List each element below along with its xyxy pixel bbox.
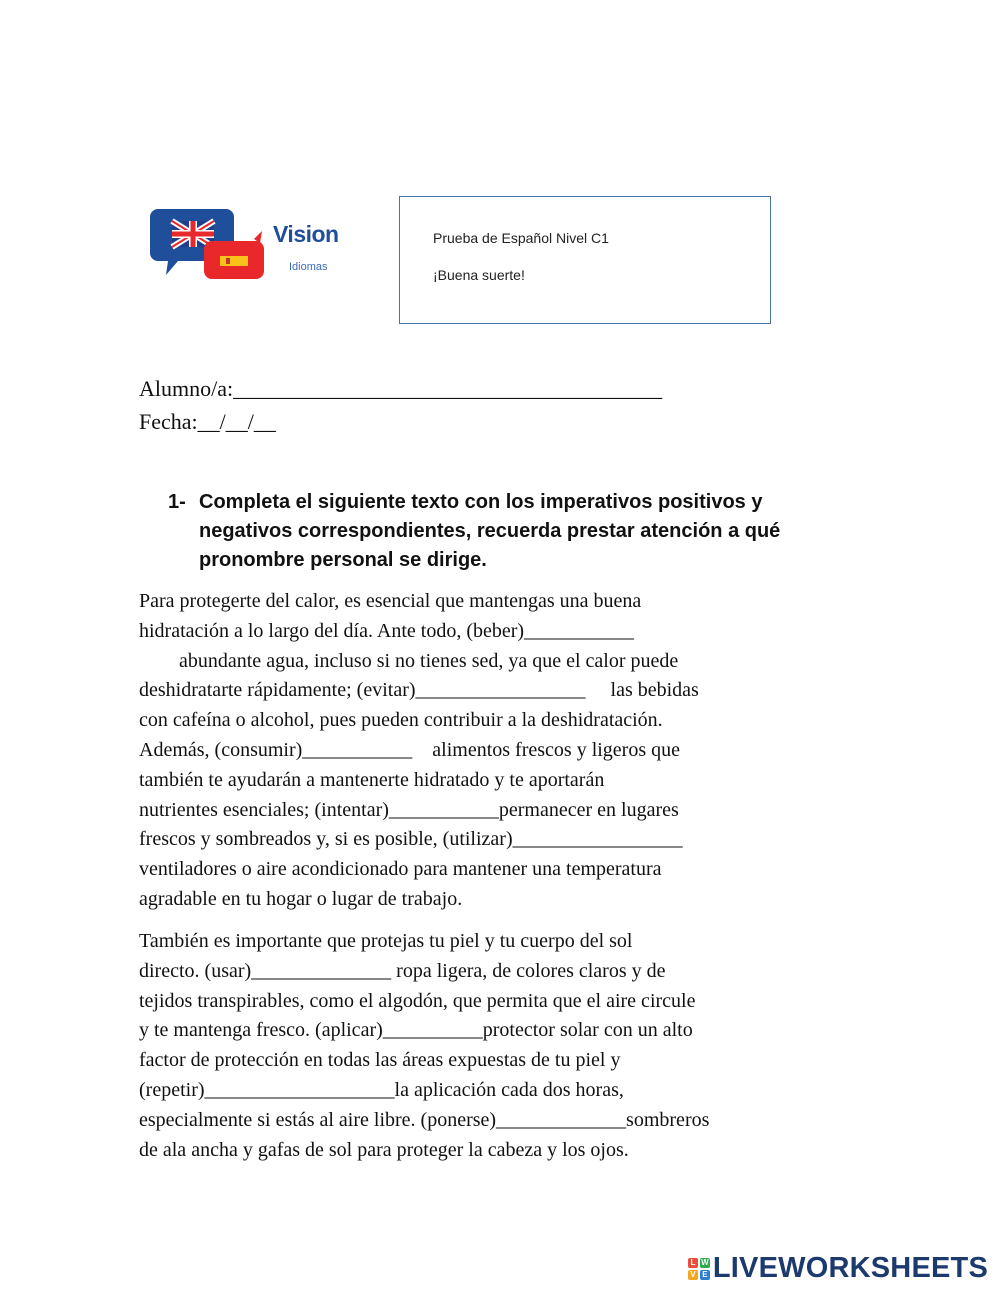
paragraph-2 [139,927,864,1165]
good-luck-text: ¡Buena suerte! [433,267,525,283]
test-info-box [399,196,771,324]
brand-subtitle: Idiomas [289,261,328,273]
student-name-field[interactable]: Alumno/a:_______________________________________ [139,376,663,401]
text-line: factor de protección en todas las áreas expuestas de tu piel y [139,1049,621,1072]
test-title: Prueba de Español Nivel C1 [433,230,609,246]
date-field[interactable]: Fecha:__/__/__ [139,409,276,434]
question-number: 1- [168,491,186,513]
text-line: con cafeína o alcohol, pues pueden contribuir a la deshidratación. [139,709,663,732]
text-line-blank-repetir[interactable]: (repetir)___________________la aplicación cada dos horas, [139,1078,624,1101]
vision-idiomas-logo [150,205,360,285]
paragraph-1 [139,587,864,915]
text-line-blank-intentar[interactable]: nutrientes esenciales; (intentar)___________permanecer en lugares [139,798,679,821]
text-line-blank-aplicar[interactable]: y te mantenga fresco. (aplicar)__________protector solar con un alto [139,1019,693,1042]
text-line: también te ayudarán a mantenerte hidratado y te aportarán [139,768,605,791]
text-line: abundante agua, incluso si no tienes sed, ya que el calor puede [139,649,679,672]
text-line-blank-ponerse[interactable]: especialmente si estás al aire libre. (ponerse)_____________sombreros [139,1108,710,1131]
text-line-blank-consumir[interactable]: Además, (consumir)___________ alimentos frescos y ligeros que [139,738,681,761]
text-line: tejidos transpirables, como el algodón, que permita que el aire circule [139,989,696,1012]
text-line: También es importante que protejas tu piel y tu cuerpo del sol [139,930,633,952]
text-line: ventiladores o aire acondicionado para mantener una temperatura [139,858,662,881]
text-line-blank-beber[interactable]: hidratación a lo largo del día. Ante todo, (beber)___________ [139,619,635,642]
text-line: Para protegerte del calor, es esencial que mantengas una buena [139,590,642,612]
liveworksheets-logo-icon: L W V E [688,1258,710,1280]
text-line-blank-usar[interactable]: directo. (usar)______________ ropa ligera, de colores claros y de [139,959,666,982]
brand-name: Vision [273,221,339,247]
text-line: agradable en tu hogar o lugar de trabajo. [139,887,463,910]
text-line: de ala ancha y gafas de sol para proteger la cabeza y los ojos. [139,1138,629,1161]
text-line-blank-evitar[interactable]: deshidratarte rápidamente; (evitar)_________________ las bebidas [139,679,699,702]
speech-bubbles-flags-icon [150,205,280,285]
text-line-blank-utilizar[interactable]: frescos y sombreados y, si es posible, (utilizar)_________________ [139,828,683,851]
liveworksheets-brand: LIVEWORKSHEETS [712,1252,988,1284]
question-instructions: Completa el siguiente texto con los imperativos positivos y negativos correspondientes, recuerda prestar atención a qué pronombre personal se dirige. [199,491,781,571]
liveworksheets-footer [688,1252,988,1285]
